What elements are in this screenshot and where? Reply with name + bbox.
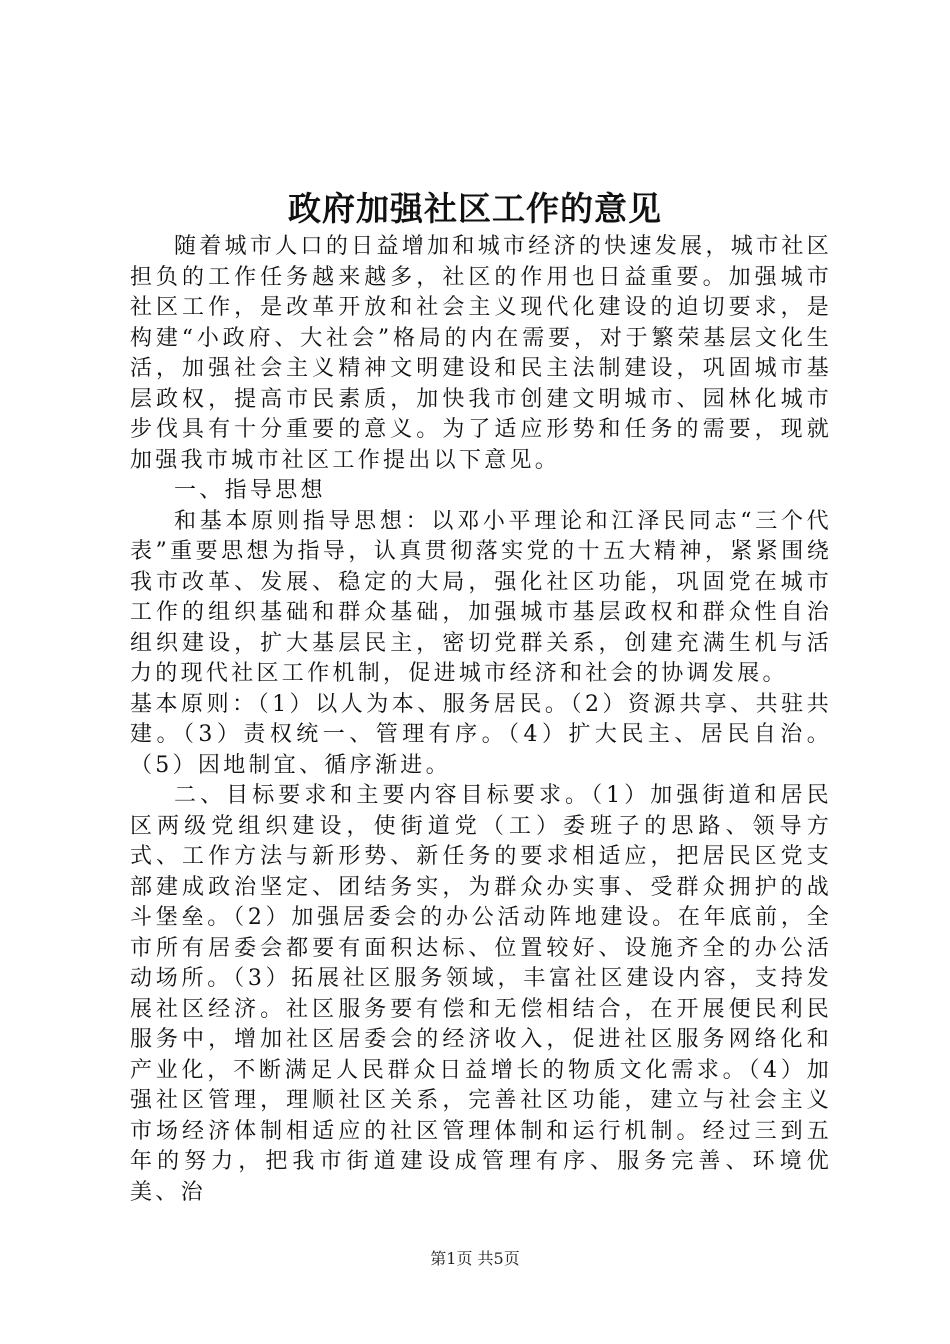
paragraph-guiding-ideology: 和基本原则指导思想：以邓小平理论和江泽民同志“三个代表”重要思想为指导，认真贯彻落实党的十五大精神，紧紧围绕我市改革、发展、稳定的大局，强化社区功能，巩固党在城市工作的组织基础和群众基础，加强城市基层政权和群众性自治组织建设，扩大基层民主，密切党群关系，创建充满生机与活力的现代社区工作机制，促进城市经济和社会的协调发展。 xyxy=(130,508,832,686)
document-title: 政府加强社区工作的意见 xyxy=(288,189,662,228)
paragraph-intro: 随着城市人口的日益增加和城市经济的快速发展，城市社区担负的工作任务越来越多，社区的作用也日益重要。加强城市社区工作，是改革开放和社会主义现代化建设的迫切要求，是构建“小政府、大社会”格局的内在需要，对于繁荣基层文化生活，加强社会主义精神文明建设和民主法制建设，巩固城市基层政权，提高市民素质，加快我市创建文明城市、园林化城市步伐具有十分重要的意义。为了适应形势和任务的需要，现就加强我市城市社区工作提出以下意见。 xyxy=(130,234,832,473)
paragraph-section-2: 二、目标要求和主要内容目标要求。（1）加强街道和居民区两级党组织建设，使街道党（工）委班子的思路、领导方式、工作方法与新形势、新任务的要求相适应，把居民区党支部建成政治坚定、团结务实，为群众办实事、受群众拥护的战斗堡垒。（2）加强居委会的办公活动阵地建设。在年底前，全市所有居委会都要有面积达标、位置较好、设施齐全的办公活动场所。（3）拓展社区服务领域，丰富社区建设内容，支持发展社区经济。社区服务要有偿和无偿相结合，在开展便民利民服务中，增加社区居委会的经济收入，促进社区服务网络化和产业化，不断满足人民群众日益增长的物质文化需求。（4）加强社区管理，理顺社区关系，完善社区功能，建立与社会主义市场经济体制相适应的社区管理体制和运行机制。经过三到五年的努力，把我市街道建设成管理有序、服务完善、环境优美、治 xyxy=(130,783,832,1205)
document-body xyxy=(130,232,832,1208)
paragraph-basic-principles: 基本原则：（1）以人为本、服务居民。（2）资源共享、共驻共建。（3）责权统一、管理有序。（4）扩大民主、居民自治。（5）因地制宜、循序渐进。 xyxy=(130,691,832,778)
heading-section-1: 一、指导思想 xyxy=(174,478,326,503)
page-footer: 第1页 共5页 xyxy=(430,1249,520,1268)
